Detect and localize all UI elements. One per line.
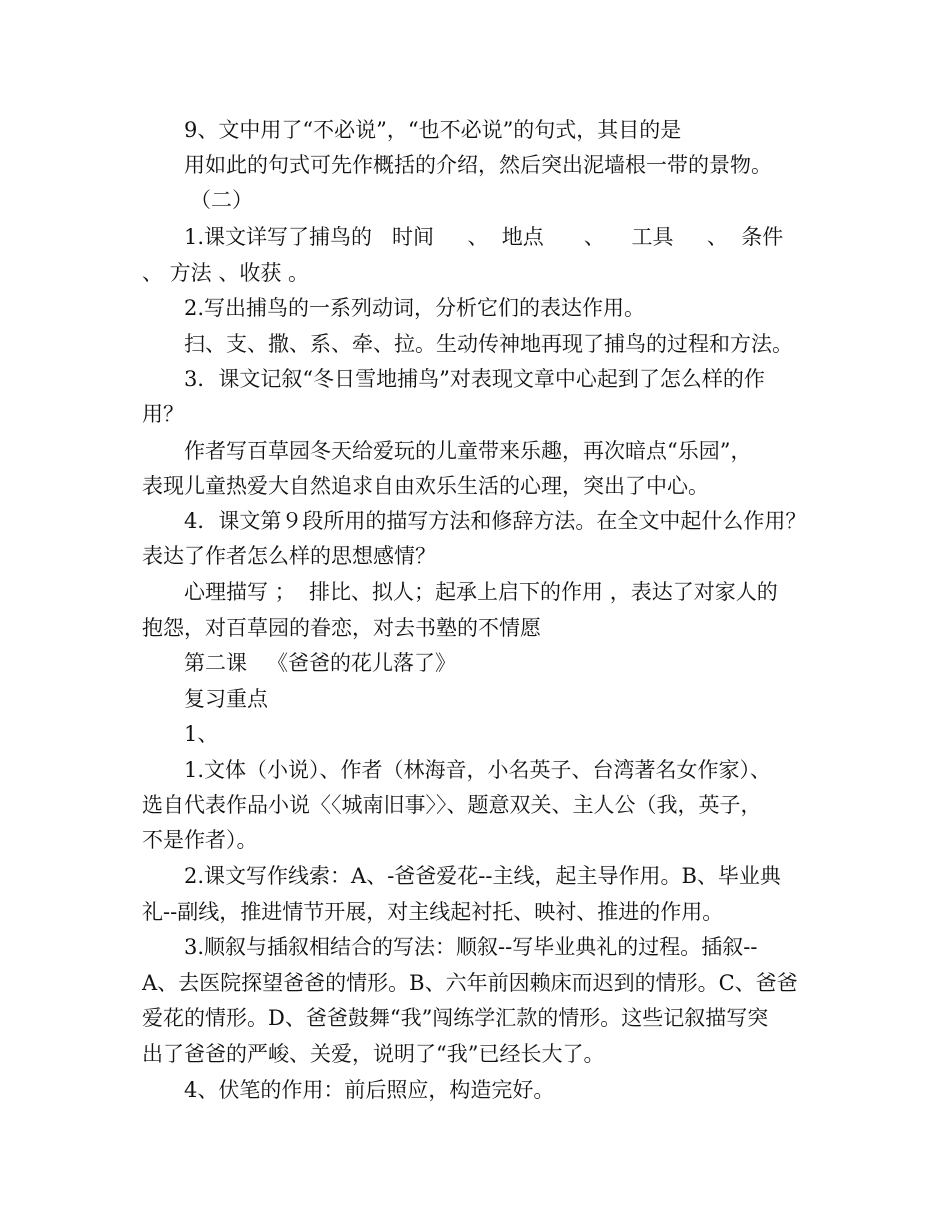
text-line: 心理描写 ； 排比、拟人；起承上启下的作用 ，表达了对家人的 xyxy=(184,580,778,604)
text-line: 1、 xyxy=(184,722,219,746)
text-line: 4、伏笔的作用：前后照应，构造完好。 xyxy=(184,1078,555,1102)
section-heading: 复习重点 xyxy=(184,687,268,711)
text-line: 抱怨，对百草园的眷恋，对去书塾的不情愿 xyxy=(142,616,541,640)
text-line: 出了爸爸的严峻、关爱，说明了“我”已经长大了。 xyxy=(142,1042,605,1066)
text-line: 、 方法 、收获 。 xyxy=(142,261,310,285)
text-line: 用如此的句式可先作概括的介绍，然后突出泥墙根一带的景物。 xyxy=(184,153,772,177)
section-heading: （二） xyxy=(190,188,253,212)
lesson-title: 第二课 《爸爸的花儿落了》 xyxy=(184,651,457,675)
text-line: 1.课文详写了捕鸟的 时间 、 地点 、 工具 、 条件 xyxy=(184,225,784,249)
text-line: 爱花的情形。D、爸爸鼓舞“我”闯练学汇款的情形。这些记叙描写突 xyxy=(142,1006,769,1030)
text-line: 作者写百草园冬天给爱玩的儿童带来乐趣，再次暗点“乐园”， xyxy=(184,439,752,463)
text-line: 扫、支、撒、系、牵、拉。生动传神地再现了捕鸟的过程和方法。 xyxy=(184,332,793,356)
text-line: 礼--副线，推进情节开展，对主线起衬托、映衬、推进的作用。 xyxy=(142,900,724,924)
text-line: 用？ xyxy=(142,402,184,426)
text-line: 表现儿童热爱大自然追求自由欢乐生活的心理，突出了中心。 xyxy=(142,474,709,498)
text-line: 3.顺叙与插叙相结合的写法：顺叙--写毕业典礼的过程。插叙-- xyxy=(184,935,758,959)
text-line: 1.文体（小说）、作者（林海音，小名英子、台湾著名女作家）、 xyxy=(184,758,772,782)
text-line: 不是作者）。 xyxy=(142,828,258,852)
text-line: A、去医院探望爸爸的情形。B、六年前因赖床而迟到的情形。C、爸爸 xyxy=(142,971,798,995)
text-line: 9、文中用了“不必说”，“也不必说”的句式，其目的是 xyxy=(184,118,682,142)
text-line: 3．课文记叙“冬日雪地捕鸟”对表现文章中心起到了怎么样的作 xyxy=(184,367,765,391)
text-line: 表达了作者怎么样的思想感情？ xyxy=(142,544,436,568)
text-line: 选自代表作品小说〈〈城南旧事〉〉、题意双关、主人公（我，英子， xyxy=(142,793,762,817)
text-line: 2.课文写作线索：A、-爸爸爱花--主线，起主导作用。B、毕业典 xyxy=(184,864,781,888)
text-line: 2.写出捕鸟的一系列动词，分析它们的表达作用。 xyxy=(184,296,646,320)
text-line: 4．课文第９段所用的描写方法和修辞方法。在全文中起什么作用？ xyxy=(184,509,807,533)
